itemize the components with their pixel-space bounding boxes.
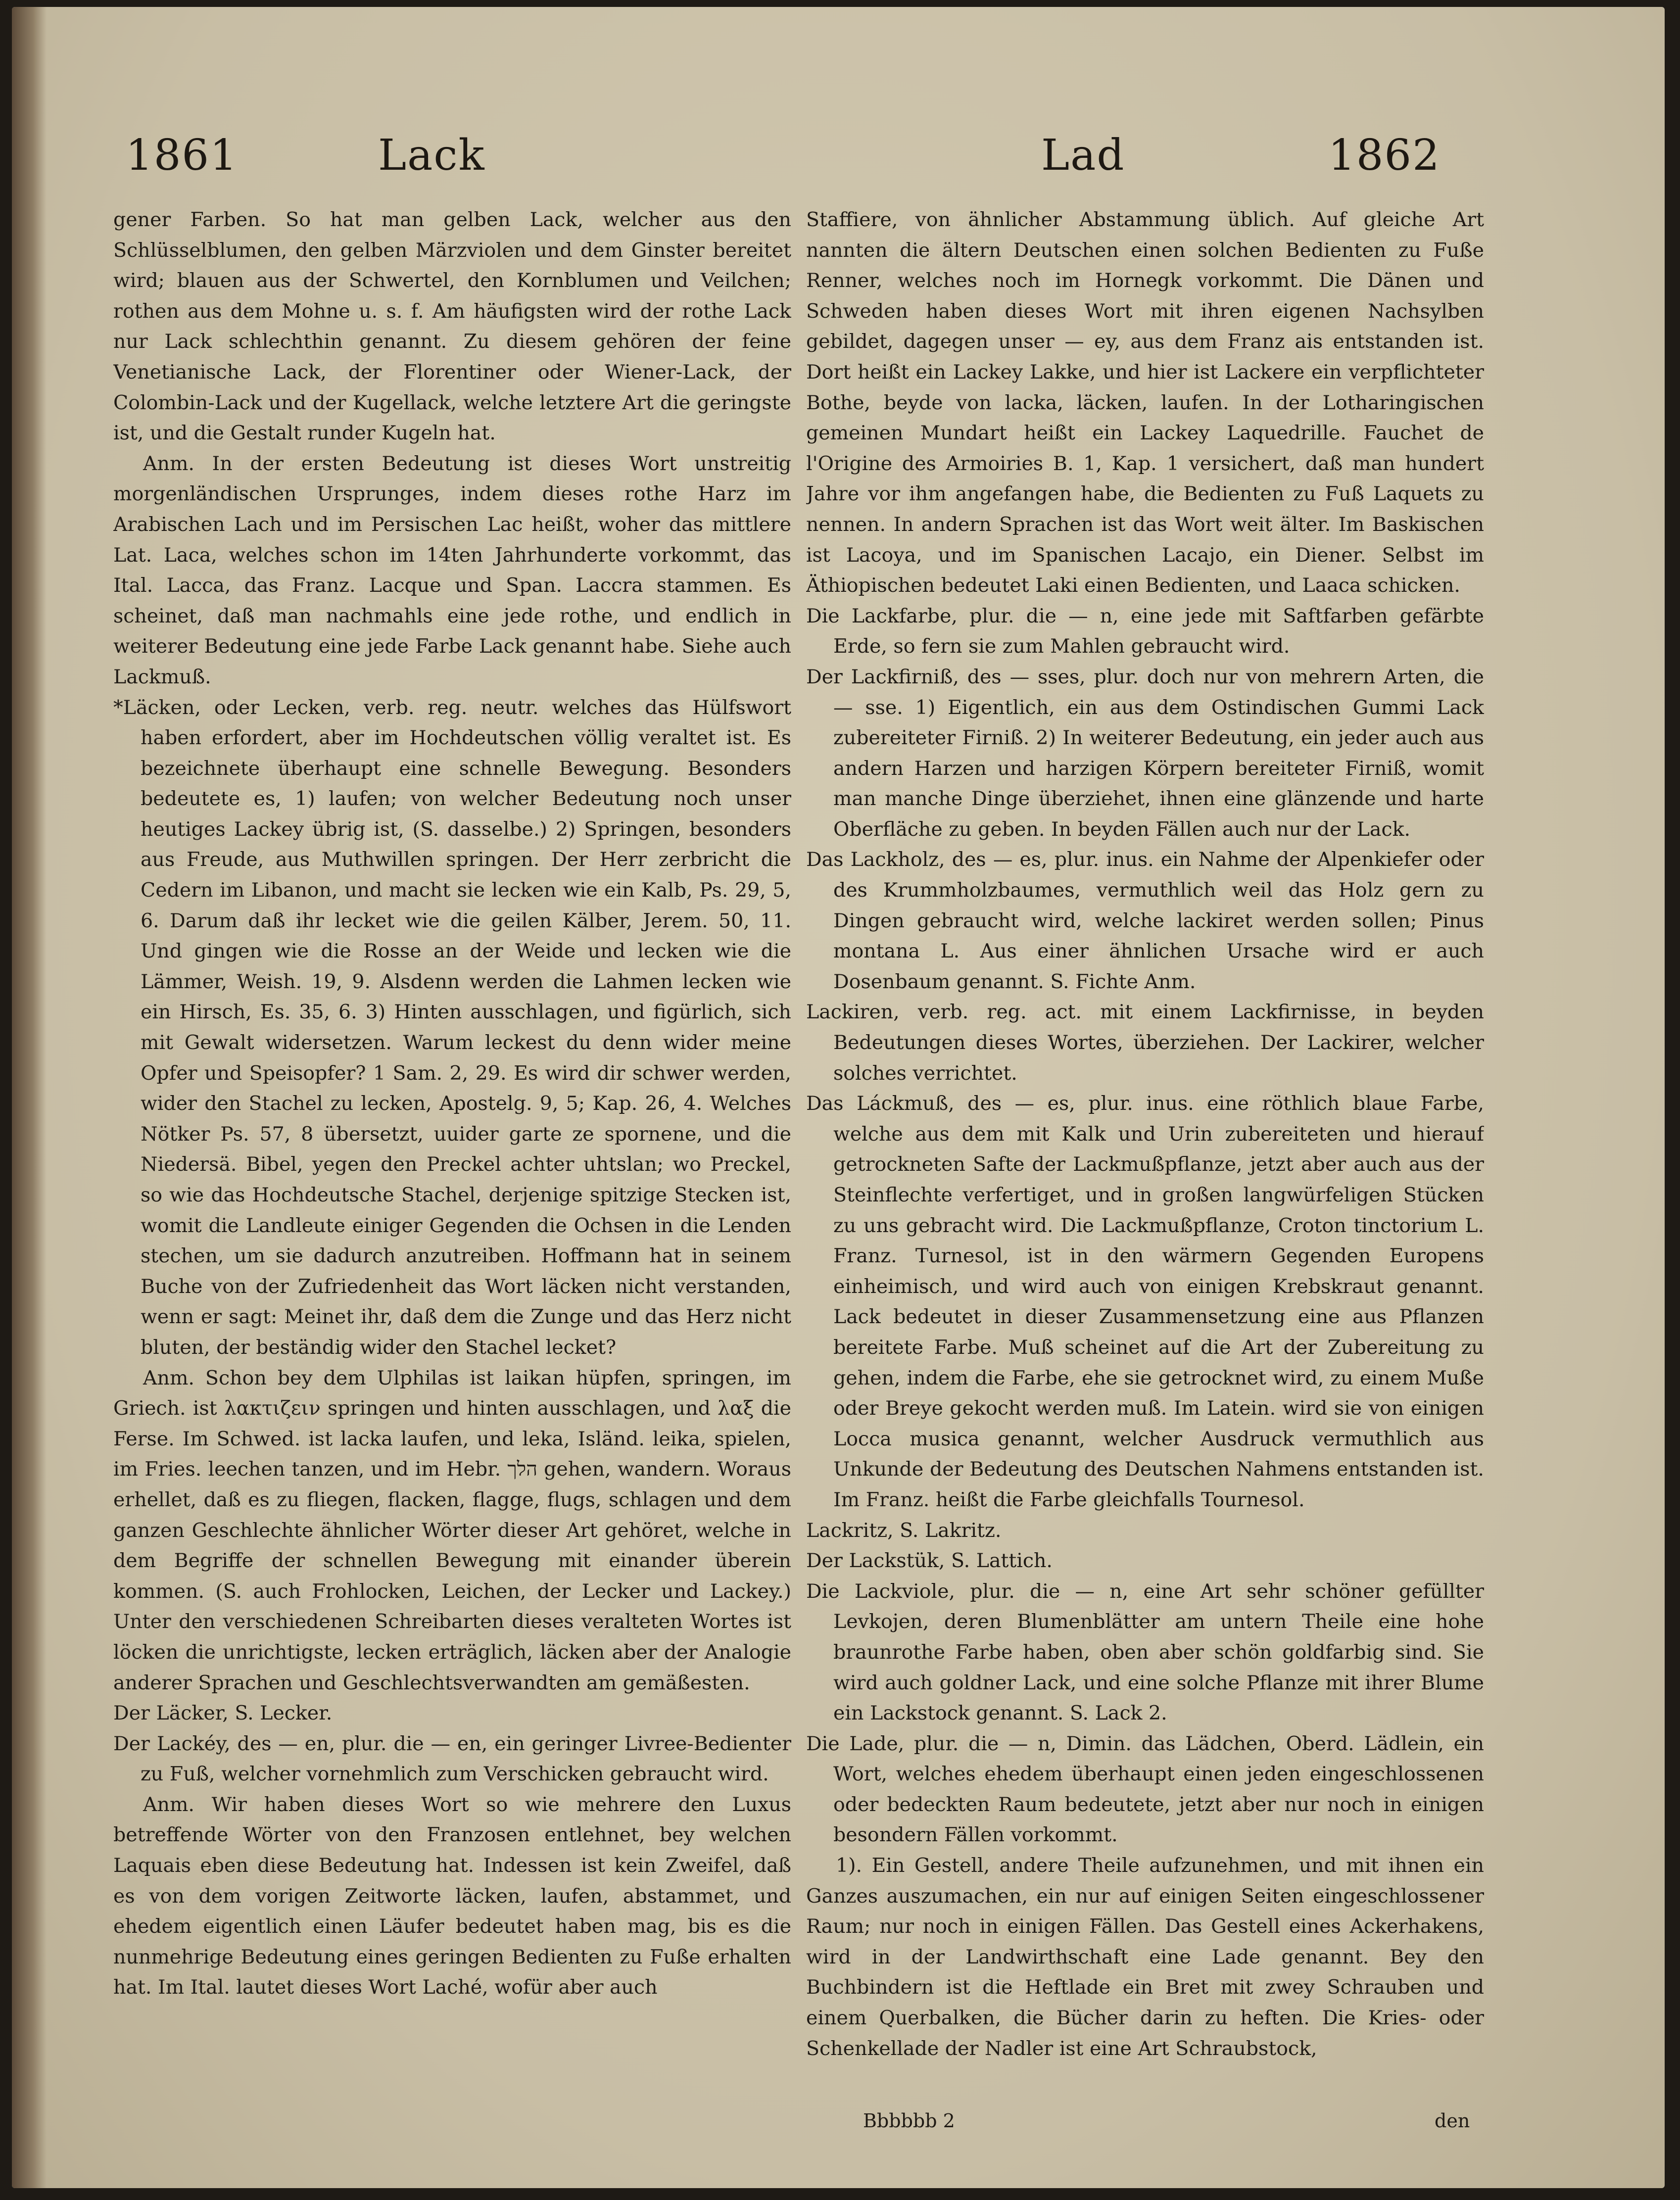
- entry-paragraph: 1). Ein Gestell, andere Theile aufzunehmen, und mit ihnen ein Ganzes auszumachen, ein nur auf einigen Seiten eingeschlossener Raum; nur noch in einigen Fällen. Das Gestell eines Ackerhakens, wird in der Landwirthschaft eine Lade genannt. Bey den Buchbindern ist die Heftlade ein Bret mit zwey Schrauben und einem Querbalken, die Bücher darin zu heften. Die Kries- oder Schenkellade der Nadler ist eine Art Schraubstock,: [806, 1854, 1484, 2060]
- signature-mark: Bbbbbb 2: [863, 2110, 955, 2132]
- entry-paragraph: Die Lackfarbe, plur. die — n, eine jede mit Saftfarben gefärbte Erde, so fern sie zum Mahlen gebraucht wird.: [806, 604, 1484, 658]
- right-running-title: Lad: [1041, 131, 1125, 180]
- entry-paragraph: Anm. Schon bey dem Ulphilas ist laikan hüpfen, springen, im Griech. ist λακτιζειν springen und hinten ausschlagen, und λαξ die Ferse. Im Schwed. ist lacka laufen, und leka, Isländ. leika, spielen, im Fries. leechen tanzen, und im Hebr. הלך gehen, wandern. Woraus erhellet, daß es zu fliegen, flacken, flagge, flugs, schlagen und dem ganzen Geschlechte ähnlicher Wörter dieser Art gehöret, welche in dem Begriffe der schnellen Bewegung mit einander überein kommen. (S. auch Frohlocken, Leichen, der Lecker und Lackey.) Unter den verschiedenen Schreibarten dieses veralteten Wortes ist löcken die unrichtigste, lecken erträglich, läcken aber der Analogie anderer Sprachen und Geschlechtsverwandten am gemäßesten.: [113, 1366, 791, 1694]
- entry-paragraph: Anm. Wir haben dieses Wort so wie mehrere den Luxus betreffende Wörter von den Franzosen entlehnet, bey welchen Laquais eben diese Bedeutung hat. Indessen ist kein Zweifel, daß es von dem vorigen Zeitworte läcken, laufen, abstammet, und ehedem eigentlich einen Läufer bedeutet haben mag, bis es die nunmehrige Bedeutung eines geringen Bedienten zu Fuße erhalten hat. Im Ital. lautet dieses Wort Laché, wofür aber auch: [113, 1793, 791, 1999]
- entry-paragraph: Der Läcker, S. Lecker.: [113, 1702, 333, 1725]
- entry-paragraph: Das Láckmuß, des — es, plur. inus. eine röthlich blaue Farbe, welche aus dem mit Kalk und Urin zubereiteten und hierauf getrockneten Safte der Lackmußpflanze, jetzt aber auch aus der Steinflechte verfertiget, und in großen langwürfeligen Stücken zu uns gebracht wird. Die Lackmußpflanze, Croton tinctorium L. Franz. Turnesol, ist in den wärmern Gegenden Europens einheimisch, und wird auch von einigen Krebskraut genannt. Lack bedeutet in dieser Zusammensetzung eine aus Pflanzen bereitete Farbe. Muß scheinet auf die Art der Zubereitung zu gehen, indem die Farbe, ehe sie getrocknet wird, zu einem Muße oder Breye gekocht werden muß. Im Latein. wird sie von einigen Locca musica genannt, welcher Ausdruck vermuthlich aus Unkunde der Bedeutung des Deutschen Nahmens entstanden ist. Im Franz. heißt die Farbe gleichfalls Tournesol.: [806, 1092, 1484, 1511]
- left-column: [113, 205, 791, 2095]
- left-page-number: 1861: [126, 131, 238, 180]
- right-page-number: 1862: [1328, 131, 1440, 180]
- entry-paragraph: Der Lackfirniß, des — sses, plur. doch nur von mehrern Arten, die — sse. 1) Eigentlich, ein aus dem Ostindischen Gummi Lack zubereiteter Firniß. 2) In weiterer Bedeutung, ein jeder auch aus andern Harzen und harzigen Körpern bereiteter Firniß, womit man manche Dinge überziehet, ihnen eine glänzende und harte Oberfläche zu geben. In beyden Fällen auch nur der Lack.: [806, 665, 1484, 841]
- entry-paragraph: Lackiren, verb. reg. act. mit einem Lackfirnisse, in beyden Bedeutungen dieses Wortes, überziehen. Der Lackirer, welcher solches verrichtet.: [806, 1001, 1484, 1085]
- entry-paragraph: gener Farben. So hat man gelben Lack, welcher aus den Schlüsselblumen, den gelben Märzviolen und dem Ginster bereitet wird; blauen aus der Schwertel, den Kornblumen und Veilchen; rothen aus dem Mohne u. s. f. Am häufigsten wird der rothe Lack nur Lack schlechthin genannt. Zu diesem gehören der feine Venetianische Lack, der Florentiner oder Wiener-Lack, der Colombin-Lack und der Kugellack, welche letztere Art die geringste ist, und die Gestalt runder Kugeln hat.: [113, 208, 791, 445]
- book-page: [12, 7, 1665, 2188]
- left-running-title: Lack: [378, 131, 485, 180]
- right-column: [806, 205, 1484, 2095]
- entry-paragraph: Der Lackstük, S. Lattich.: [806, 1549, 1053, 1573]
- entry-paragraph: Der Lackéy, des — en, plur. die — en, ein geringer Livree-Bedienter zu Fuß, welcher vornehmlich zum Verschicken gebraucht wird.: [113, 1732, 791, 1786]
- entry-paragraph: Die Lade, plur. die — n, Dimin. das Lädchen, Oberd. Lädlein, ein Wort, welches ehedem überhaupt einen jeden eingeschlossenen oder bedeckten Raum bedeutete, jetzt aber nur noch in einigen besondern Fällen vorkommt.: [806, 1732, 1484, 1847]
- catchword: den: [1435, 2110, 1470, 2132]
- entry-paragraph: Anm. In der ersten Bedeutung ist dieses Wort unstreitig morgenländischen Ursprunges, indem dieses rothe Harz im Arabischen Lach und im Persischen Lac heißt, woher das mittlere Lat. Laca, welches schon im 14ten Jahrhunderte vorkommt, das Ital. Lacca, das Franz. Lacque und Span. Laccra stammen. Es scheinet, daß man nachmahls eine jede rothe, und endlich in weiterer Bedeutung eine jede Farbe Lack genannt habe. Siehe auch Lackmuß.: [113, 452, 791, 688]
- book-gutter-shadow: [12, 7, 47, 2188]
- entry-paragraph: Staffiere, von ähnlicher Abstammung üblich. Auf gleiche Art nannten die ältern Deutschen einen solchen Bedienten zu Fuße Renner, welches noch im Hornegk vorkommt. Die Dänen und Schweden haben dieses Wort mit ihren eigenen Nachsylben gebildet, dagegen unser — ey, aus dem Franz ais entstanden ist. Dort heißt ein Lackey Lakke, und hier ist Lackere ein verpflichteter Bothe, beyde von lacka, läcken, laufen. In der Lotharingischen gemeinen Mundart heißt ein Lackey Laquedrille. Fauchet de l'Origine des Armoiries B. 1, Kap. 1 versichert, daß man hundert Jahre vor ihm angefangen habe, die Bedienten zu Fuß Laquets zu nennen. In andern Sprachen ist das Wort weit älter. Im Baskischen ist Lacoya, und im Spanischen Lacajo, ein Diener. Selbst im Äthiopischen bedeutet Laki einen Bedienten, und Laaca schicken.: [806, 208, 1484, 597]
- entry-paragraph: *Läcken, oder Lecken, verb. reg. neutr. welches das Hülfswort haben erfordert, aber im Hochdeutschen völlig veraltet ist. Es bezeichnete überhaupt eine schnelle Bewegung. Besonders bedeutete es, 1) laufen; von welcher Bedeutung noch unser heutiges Lackey übrig ist, (S. dasselbe.) 2) Springen, besonders aus Freude, aus Muthwillen springen. Der Herr zerbricht die Cedern im Libanon, und macht sie lecken wie ein Kalb, Ps. 29, 5, 6. Darum daß ihr lecket wie die geilen Kälber, Jerem. 50, 11. Und gingen wie die Rosse an der Weide und lecken wie die Lämmer, Weish. 19, 9. Alsdenn werden die Lahmen lecken wie ein Hirsch, Es. 35, 6. 3) Hinten ausschlagen, und figürlich, sich mit Gewalt widersetzen. Warum leckest du denn wider meine Opfer und Speisopfer? 1 Sam. 2, 29. Es wird dir schwer werden, wider den Stachel zu lecken, Apostelg. 9, 5; Kap. 26, 4. Welches Nötker Ps. 57, 8 übersetzt, uuider garte ze spornene, und die Niedersä. Bibel, yegen den Preckel achter uhtslan; wo Preckel, so wie das Hochdeutsche Stachel, derjenige spitzige Stecken ist, womit die Landleute einiger Gegenden die Ochsen in die Lenden stechen, um sie dadurch anzutreiben. Hoffmann hat in seinem Buche von der Zufriedenheit das Wort läcken nicht verstanden, wenn er sagt: Meinet ihr, daß dem die Zunge und das Herz nicht bluten, der beständig wider den Stachel lecket?: [113, 696, 791, 1359]
- entry-paragraph: Lackritz, S. Lakritz.: [806, 1519, 1002, 1542]
- entry-paragraph: Das Lackholz, des — es, plur. inus. ein Nahme der Alpenkiefer oder des Krummholzbaumes, vermuthlich weil das Holz gern zu Dingen gebraucht wird, welche lackiret werden sollen; Pinus montana L. Aus einer ähnlichen Ursache wird er auch Dosenbaum genannt. S. Fichte Anm.: [806, 848, 1484, 993]
- entry-paragraph: Die Lackviole, plur. die — n, eine Art sehr schöner gefüllter Levkojen, deren Blumenblätter am untern Theile eine hohe braunrothe Farbe haben, oben aber schön goldfarbig sind. Sie wird auch goldner Lack, und eine solche Pflanze mit ihrer Blume ein Lackstock genannt. S. Lack 2.: [806, 1579, 1484, 1725]
